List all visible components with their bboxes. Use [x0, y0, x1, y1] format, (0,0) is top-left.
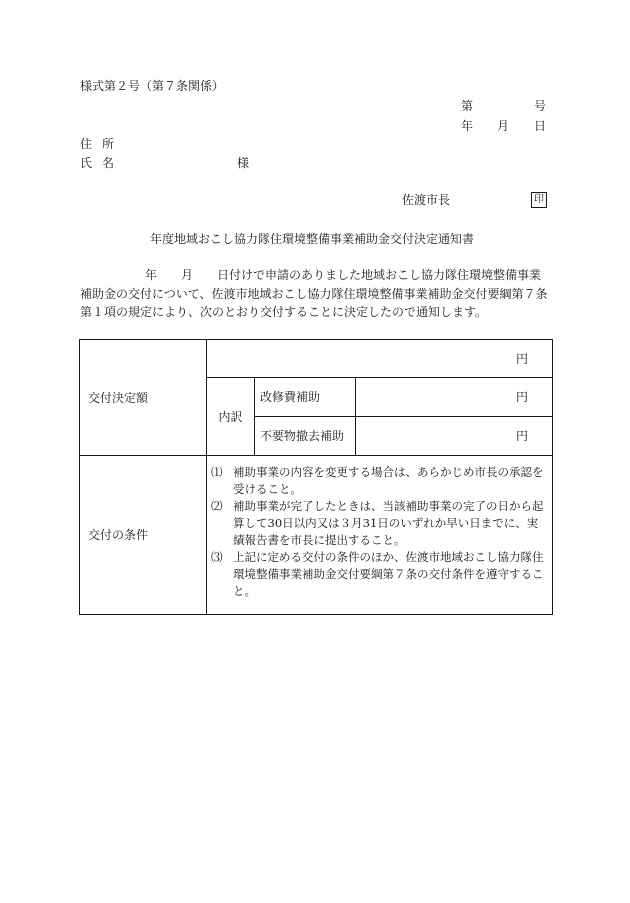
breakdown-label-cell — [207, 378, 255, 456]
breakdown-item-renovation — [255, 378, 356, 417]
condition-text: 補助事業が完了したときは、当該補助事業の完了の日から起算して30日以内又は３月31日のいずれか早い日までに、実績報告書を市長に提出すること。 — [233, 499, 544, 547]
date-year-label: 年 — [461, 119, 474, 133]
document-number-suffix: 号 — [534, 99, 547, 113]
conditions-cell — [207, 456, 553, 615]
date-day-label: 日 — [534, 119, 547, 133]
amount-label: 交付決定額 — [88, 390, 149, 405]
seal-stamp: 印 — [531, 192, 547, 208]
recipient-honorific: 様 — [237, 156, 250, 170]
breakdown-item-renovation-amount — [356, 378, 553, 417]
recipient-address-label: 住所 — [80, 137, 125, 151]
breakdown-item-removal — [255, 417, 356, 456]
date-month-label: 月 — [497, 119, 510, 133]
amount-total-cell — [207, 340, 553, 378]
breakdown-item-unit: 円 — [516, 429, 529, 443]
condition-number: ⑵ — [211, 499, 223, 513]
amount-label-cell — [80, 340, 207, 456]
breakdown-item-label: 改修費補助 — [260, 390, 321, 404]
body-line-1 — [145, 269, 541, 281]
condition-item — [211, 498, 546, 549]
amount-total-unit: 円 — [516, 351, 529, 366]
body-year-label: 年 — [145, 268, 158, 282]
condition-text: 補助事業の内容を変更する場合は、あらかじめ市長の承認を受けること。 — [233, 465, 544, 496]
document-title: 年度地域おこし協力隊住環境整備事業補助金交付決定通知書 — [150, 232, 475, 246]
condition-number: ⑶ — [211, 550, 223, 564]
condition-item — [211, 464, 546, 498]
breakdown-item-label: 不要物撤去補助 — [260, 429, 345, 443]
conditions-label: 交付の条件 — [88, 528, 149, 542]
body-line-1-text: 日付けで申請のありました地域おこし協力隊住環境整備事業 — [217, 268, 542, 282]
body-line-2: 補助金の交付について、佐渡市地域おこし協力隊住環境整備事業補助金交付要綱第７条 — [80, 287, 548, 301]
condition-text: 上記に定める交付の条件のほか、佐渡市地域おこし協力隊住環境整備事業補助金交付要綱第７条の交付条件を遵守すること。 — [233, 550, 544, 598]
conditions-label-cell — [80, 456, 207, 615]
breakdown-item-removal-amount — [356, 417, 553, 456]
breakdown-label: 内訳 — [218, 409, 243, 424]
body-month-label: 月 — [181, 268, 194, 282]
document-number-label: 第 — [461, 99, 474, 113]
form-number: 様式第２号（第７条関係） — [80, 79, 225, 93]
breakdown-item-unit: 円 — [516, 390, 529, 404]
body-line-3: 第１項の規定により、次のとおり交付することに決定したので通知します。 — [80, 305, 488, 319]
condition-item — [211, 549, 546, 600]
condition-number: ⑴ — [211, 465, 223, 479]
sender-title: 佐渡市長 — [402, 193, 451, 207]
grant-table — [79, 339, 553, 615]
recipient-name-label: 氏名 — [80, 156, 125, 170]
